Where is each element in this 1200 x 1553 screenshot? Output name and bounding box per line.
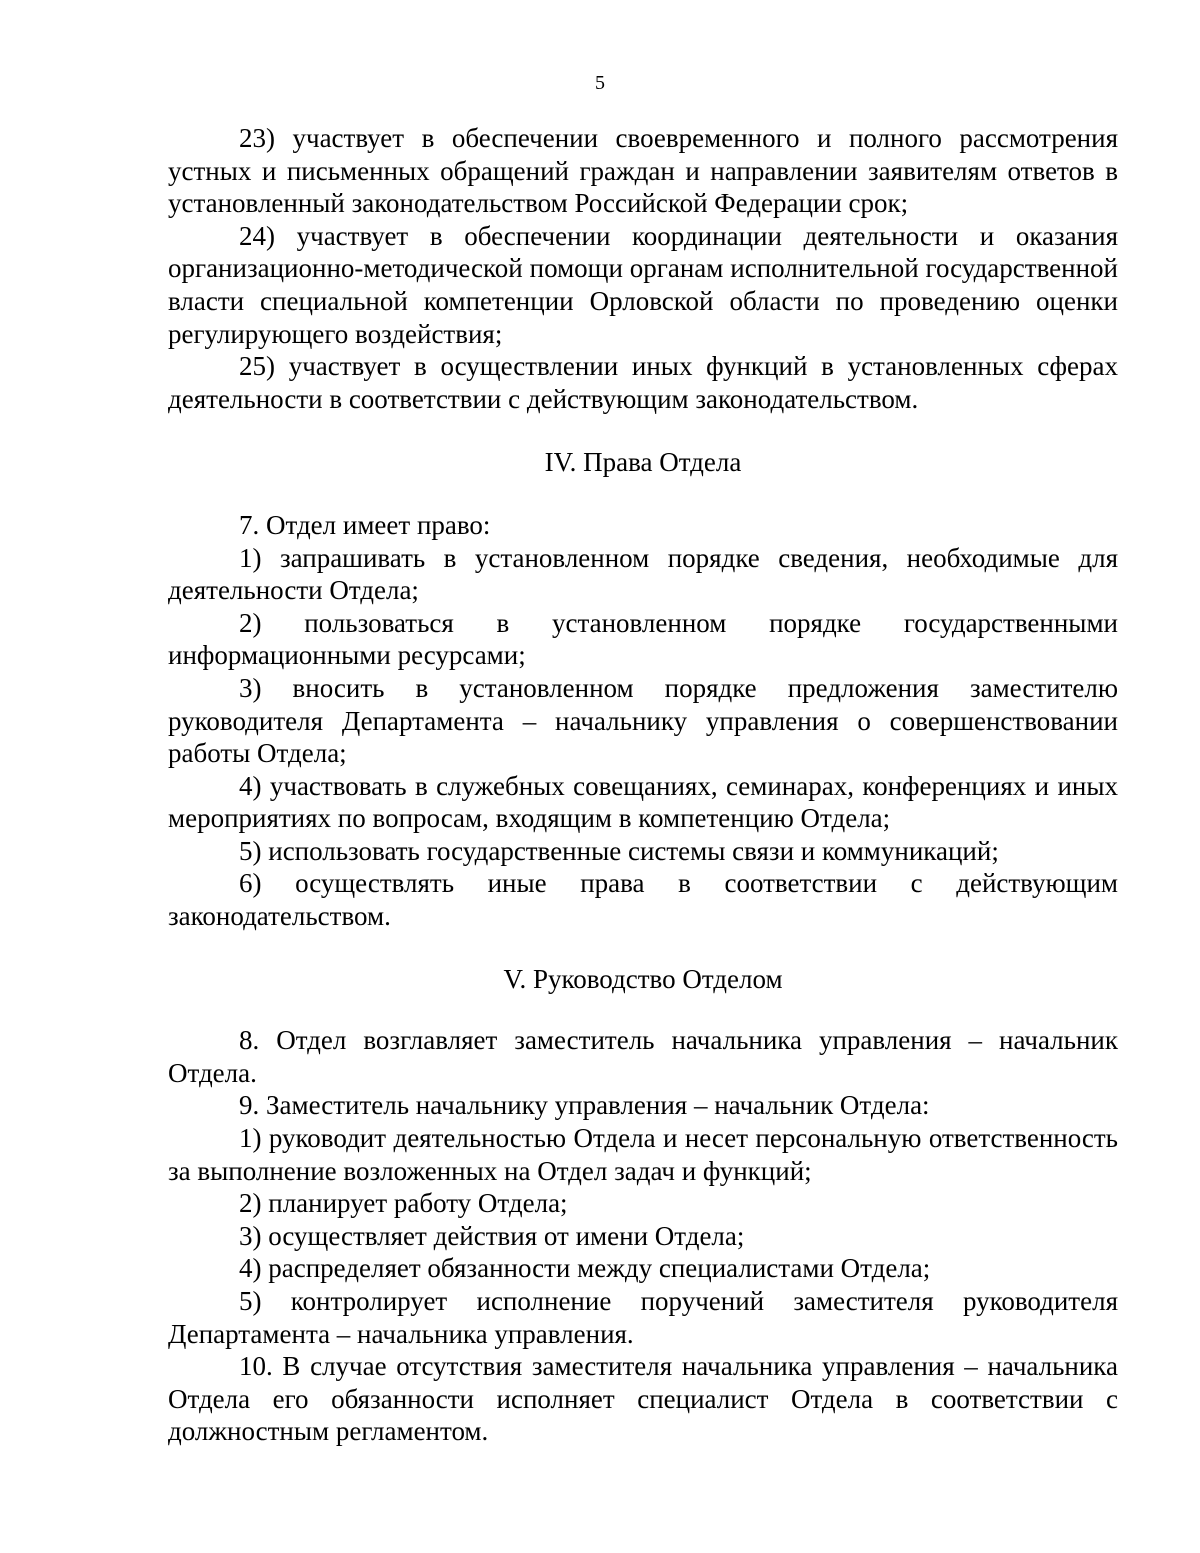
rights-item-2: 2) пользоваться в установленном порядке государственными информационными ресурсами; (168, 607, 1118, 671)
rights-item-4: 4) участвовать в служебных совещаниях, семинарах, конференциях и иных мероприятиях по вопросам, входящим в компетенцию Отдела; (168, 770, 1118, 834)
duties-item-4: 4) распределяет обязанности между специалистами Отдела; (239, 1253, 931, 1284)
section-heading-management: V. Руководство Отделом (503, 963, 783, 994)
rights-item-6: 6) осуществлять иные права в соответствии с действующим законодательством. (168, 868, 1118, 932)
paragraph-item-25: 25) участвует в осуществлении иных функций в установленных сферах деятельности в соответствии с действующим законодательством. (168, 351, 1118, 414)
paragraph-item-23: 23) участвует в обеспечении своевременного и полного рассмотрения устных и письменных обращений граждан и направлении заявителям ответов в установленный законодательством Российской Федерации срок; (168, 123, 1118, 219)
rights-item-5: 5) использовать государственные системы связи и коммуникаций; (239, 835, 999, 866)
page-number: 5 (595, 72, 605, 94)
duties-item-1: 1) руководит деятельностью Отдела и несет персональную ответственность за выполнение возложенных на Отдел задач и функций; (168, 1123, 1118, 1186)
rights-item-1: 1) запрашивать в установленном порядке сведения, необходимые для деятельности Отдела; (168, 542, 1118, 606)
duties-item-2: 2) планирует работу Отдела; (239, 1188, 568, 1219)
rights-item-3: 3) вносить в установленном порядке предложения заместителю руководителя Департамента – начальнику управления о совершенствовании работы Отдела; (168, 672, 1118, 769)
document-body (168, 122, 1118, 1448)
paragraph-7-intro: 7. Отдел имеет право: (239, 509, 491, 540)
paragraph-item-24: 24) участвует в обеспечении координации деятельности и оказания организационно-методической помощи органам исполнительной государственной власти специальной компетенции Орловской области по проведению оценки регулирующего воздействия; (168, 220, 1118, 349)
duties-item-3: 3) осуществляет действия от имени Отдела; (239, 1220, 745, 1251)
section-heading-rights: IV. Права Отдела (544, 447, 742, 478)
paragraph-10: 10. В случае отсутствия заместителя начальника управления – начальника Отдела его обязанности исполняет специалист Отдела в соответствии с должностным регламентом. (168, 1351, 1118, 1447)
paragraph-8: 8. Отдел возглавляет заместитель начальника управления – начальник Отдела. (168, 1025, 1118, 1088)
paragraph-9-intro: 9. Заместитель начальнику управления – начальник Отдела: (239, 1090, 930, 1121)
duties-item-5: 5) контролирует исполнение поручений заместителя руководителя Департамента – начальника управления. (168, 1286, 1118, 1349)
